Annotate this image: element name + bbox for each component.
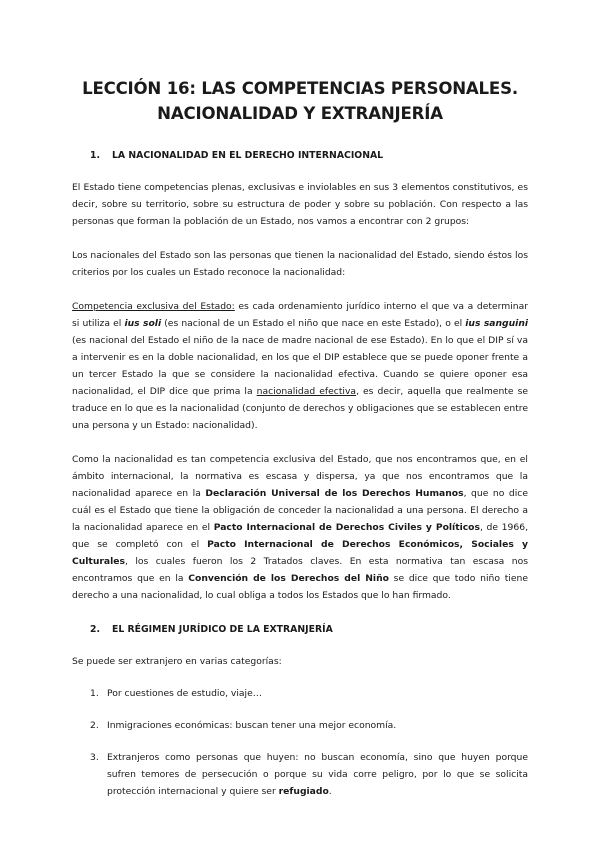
section-1-number: 1. bbox=[90, 150, 101, 161]
list-item-number: 2. bbox=[90, 720, 99, 731]
list-item bbox=[72, 717, 528, 734]
list-item-end: . bbox=[328, 786, 332, 797]
list-item-number: 1. bbox=[90, 688, 99, 699]
para3-text-1: es cada ordenamiento jurídico interno el que va a determinar si utiliza el bbox=[72, 301, 528, 329]
paragraph-3 bbox=[72, 298, 528, 434]
para3-text-2: (es nacional de un Estado el niño que nace en este Estado), o el bbox=[161, 318, 466, 329]
list-item-text: Extranjeros como personas que huyen: no buscan economía, sino que huyen porque sufren temores de persecución o porque su vida corre peligro, por lo que se solicita protección internacional y quiere ser bbox=[107, 752, 528, 797]
list-item-text: Por cuestiones de estudio, viaje… bbox=[107, 688, 262, 699]
ius-sanguini-term: ius sanguini bbox=[465, 318, 529, 329]
competencia-exclusiva-label: Competencia exclusiva del Estado: bbox=[72, 301, 235, 312]
section-2-heading bbox=[72, 623, 528, 636]
nacionalidad-efectiva-term: nacionalidad efectiva bbox=[256, 386, 357, 397]
paragraph-2: Los nacionales del Estado son las personas que tienen la nacionalidad del Estado, siendo éstos los criterios por los cuales un Estado reconoce la nacionalidad: bbox=[72, 250, 528, 278]
title-line-2: NACIONALIDAD Y EXTRANJERÍA bbox=[157, 104, 443, 123]
section-2-number: 2. bbox=[90, 624, 101, 635]
section-1-title: LA NACIONALIDAD EN EL DERECHO INTERNACIONAL bbox=[112, 150, 384, 161]
pidcp-term: Pacto Internacional de Derechos Civiles y Políticos bbox=[213, 522, 480, 533]
para4-text-5: se dice que todo niño tiene derecho a una nacionalidad, lo cual obliga a todos los Estados que lo han firmado. bbox=[72, 573, 528, 601]
title-line-1: LECCIÓN 16: LAS COMPETENCIAS PERSONALES. bbox=[82, 79, 518, 98]
list-item bbox=[72, 685, 528, 702]
cdn-term: Convención de los Derechos del Niño bbox=[188, 573, 389, 584]
section-2-title: EL RÉGIMEN JURÍDICO DE LA EXTRANJERÍA bbox=[112, 624, 333, 635]
extranjero-categories-list bbox=[72, 685, 528, 800]
para3-text-4: , es decir, aquella que realmente se traduce en lo que es la nacionalidad (conjunto de derechos y obligaciones que se establecen entre una persona y un Estado: nacionalidad). bbox=[72, 386, 529, 431]
dudh-term: Declaración Universal de los Derechos Humanos bbox=[205, 488, 464, 499]
pidesc-term: Pacto Internacional de Derechos Económicos, Sociales y Culturales bbox=[72, 539, 529, 567]
list-item-text: Inmigraciones económicas: buscan tener una mejor economía. bbox=[107, 720, 397, 731]
paragraph-4 bbox=[72, 451, 528, 604]
list-item bbox=[72, 749, 528, 800]
para4-text-2: , que no dice cuál es el Estado que tiene la obligación de conceder la nacionalidad a una persona. El derecho a la nacionalidad aparece en el bbox=[72, 488, 528, 533]
para3-text-3: (es nacional del Estado el niño de la nace de madre nacional de ese Estado). En lo que el DIP sí va a intervenir es en la doble nacionalidad, en los que el DIP establece que se puede oponer frente a un tercer Estado la que se considere la nacionalidad efectiva. Cuando se quiere oponer esa nacionalidad, el DIP dice que prima la bbox=[72, 335, 528, 397]
list-item-number: 3. bbox=[90, 752, 99, 763]
para4-text-4: , los cuales fueron los 2 Tratados claves. En esta normativa tan escasa nos encontramos que en la bbox=[72, 556, 528, 584]
paragraph-5: Se puede ser extranjero en varias categorías: bbox=[72, 656, 282, 667]
lesson-title bbox=[72, 0, 528, 126]
ius-soli-term: ius soli bbox=[124, 318, 162, 329]
para4-text-3: , de 1966, que se completó con el bbox=[72, 522, 528, 550]
section-1-heading bbox=[72, 149, 528, 162]
para4-text-1: Como la nacionalidad es tan competencia exclusiva del Estado, que nos encontramos que, en el ámbito internacional, la normativa es escasa y dispersa, ya que nos encontramos que la nacionalidad aparece en la bbox=[72, 454, 528, 499]
refugiado-term: refugiado bbox=[278, 786, 329, 797]
paragraph-1: El Estado tiene competencias plenas, exclusivas e inviolables en sus 3 elementos constitutivos, es decir, sobre su territorio, sobre su estructura de poder y sobre su población. Con respecto a las personas que forman la población de un Estado, nos vamos a encontrar con 2 grupos: bbox=[72, 182, 528, 227]
